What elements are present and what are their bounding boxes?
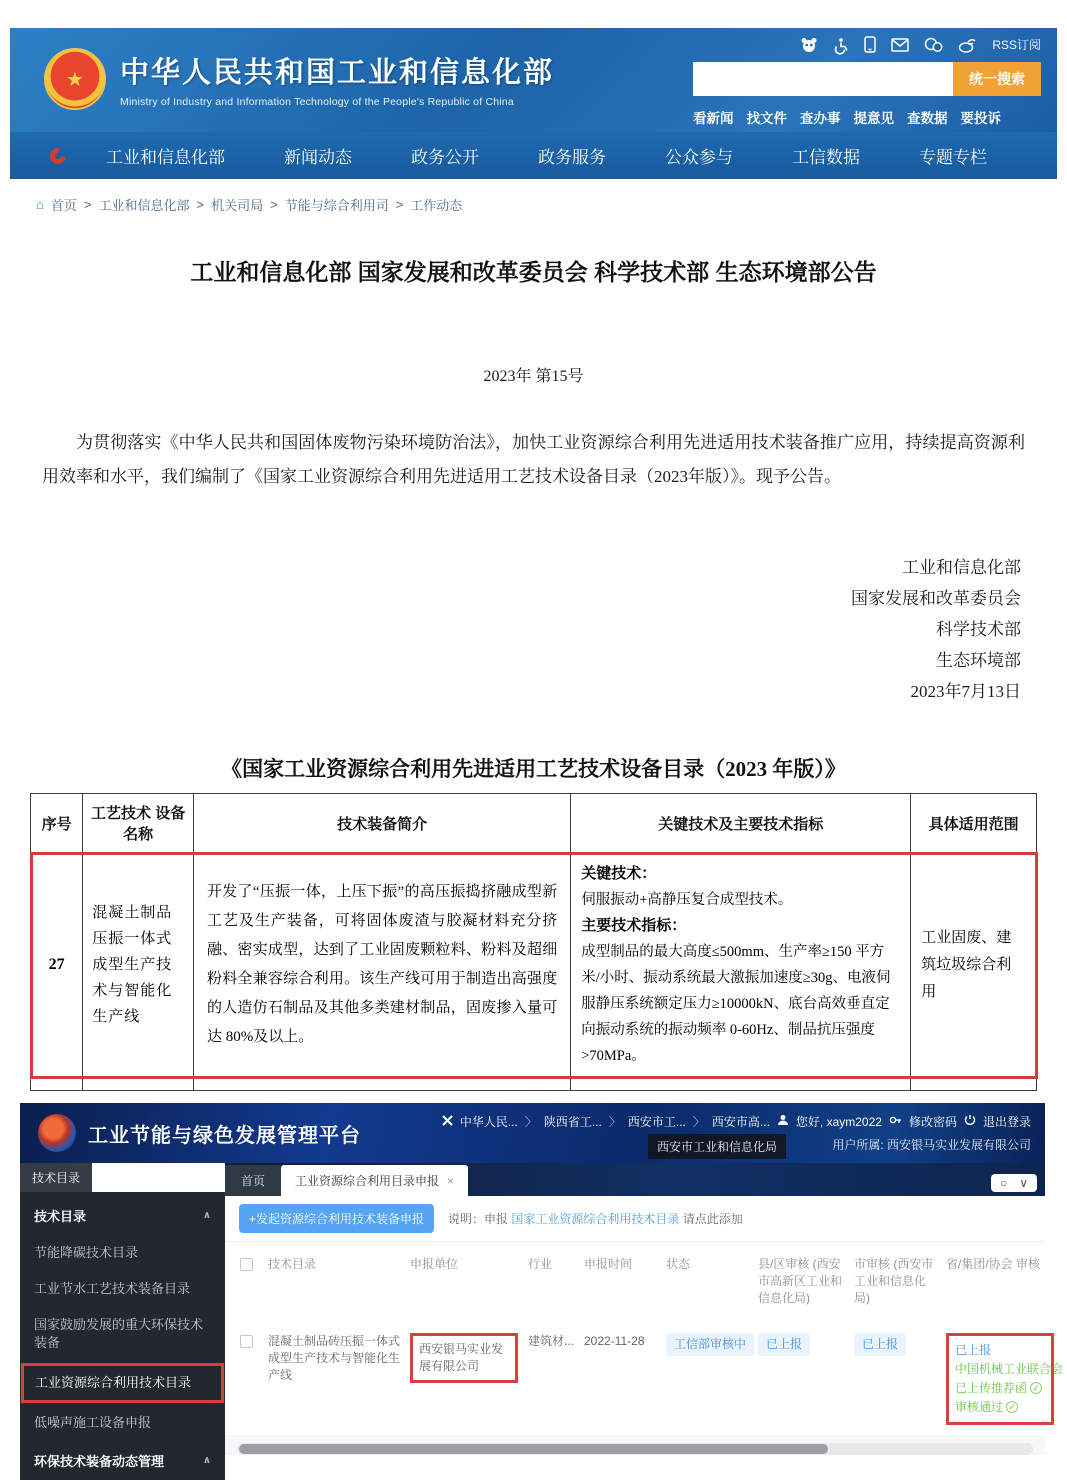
check-circle-icon: ✓ [1030,1382,1042,1394]
quick-link-news[interactable]: 看新闻 [693,111,734,126]
col-header-keytech: 关键技术及主要技术指标 [571,794,911,853]
rss-label[interactable]: RSS订阅 [992,38,1041,52]
key-icon [889,1114,902,1129]
cell-province-review-highlighted [946,1333,1064,1425]
col-header-scope: 具体适用范围 [911,794,1037,853]
sidebar-item-water-saving[interactable]: 工业节水工艺技术装备目录 [34,1281,191,1296]
cell-declaring-unit-highlighted: 西安银马实业发展有限公司 [410,1333,518,1383]
toolbar [225,1196,1045,1242]
user-icon [777,1114,789,1129]
logout-link[interactable]: 退出登录 [982,1115,1031,1129]
tab-options-control[interactable] [991,1174,1037,1192]
signer: 科学技术部 [936,620,1021,639]
accessibility-icon[interactable] [833,37,849,53]
province-letter-uploaded: 已上传推荐函 ✓ [955,1379,1045,1398]
th-tech-catalog: 技术目录 [268,1257,317,1272]
key-tech-text: 伺服振动+高静压复合成型技术。 [581,892,793,908]
signer: 国家发展和改革委员会 [851,589,1021,608]
sidebar-group-tech-catalog[interactable]: 技术目录 ∧ [34,1209,211,1224]
mobile-icon[interactable] [864,36,876,53]
sign-language-icon[interactable] [800,37,818,53]
header-search-area [693,62,1041,127]
breadcrumb [36,195,1067,214]
platform-main [225,1163,1064,1455]
platform-crumb-nation[interactable]: 中华人民... [459,1115,518,1129]
declaration-table-header [225,1242,1045,1319]
platform-screenshot [20,1103,1064,1469]
nav-item-public[interactable]: 公众参与 [665,148,733,167]
tab-home[interactable]: 首页 [225,1165,281,1196]
weibo-icon[interactable] [958,37,977,53]
user-greeting: 您好, xaym2022 [795,1115,882,1129]
start-declaration-button[interactable]: +发起资源综合利用技术装备申报 [239,1204,434,1233]
key-tech-label: 关键技术： [581,866,657,882]
signer: 生态环境部 [936,651,1021,670]
sidebar-item-resource-utilization-active[interactable]: 工业资源综合利用技术目录 [21,1363,224,1403]
breadcrumb-sep: > [196,197,205,212]
close-icon[interactable]: × [447,1173,455,1188]
province-approved: 审核通过 ✓ [955,1398,1045,1417]
quick-link-files[interactable]: 找文件 [746,111,787,126]
sidebar-collapse-tab[interactable]: 技术目录 [20,1163,92,1192]
breadcrumb-item-bureaus[interactable]: 机关司局 [211,198,264,213]
chevron-down-icon[interactable]: ∨ [1019,1176,1028,1191]
quick-link-suggest[interactable]: 提意见 [853,111,894,126]
mail-icon[interactable] [891,38,909,52]
miit-header-top [10,28,1057,132]
announcement-issue-number: 2023年 第15号 [483,368,584,385]
row-scope: 工业固废、建筑垃圾综合利用 [911,853,1037,1078]
home-icon[interactable]: ⌂ [36,197,44,212]
site-title: 中华人民共和国工业和信息化部 [120,57,555,89]
platform-crumb-province[interactable]: 陕西省工... [543,1115,602,1129]
platform-topbar [442,1113,1031,1130]
select-all-checkbox[interactable] [240,1258,253,1271]
col-header-name: 工艺技术 设备名称 [83,794,194,853]
star-icon: ★ [66,68,84,91]
platform-crumb-sep: 〉 [608,1115,621,1129]
wechat-icon[interactable] [924,37,943,53]
status-badge: 工信部审核中 [666,1333,754,1356]
miit-brand [44,48,554,110]
th-status: 状态 [666,1257,691,1272]
declaration-table-row[interactable] [225,1319,1064,1435]
th-declare-time: 申报时间 [584,1257,633,1272]
horizontal-scrollbar[interactable] [237,1443,1033,1455]
nav-item-news[interactable]: 新闻动态 [284,148,352,167]
breadcrumb-item-dept[interactable]: 节能与综合利用司 [284,198,389,213]
cell-tech-name: 混凝土制品砖压振一体式成型生产技术与智能化生产线 [268,1334,401,1383]
breadcrumb-sep: > [270,197,278,212]
catalog-row-27-highlighted [31,853,1037,1078]
announcement-signers [0,552,1021,707]
user-organization: 用户所属: 西安银马实业发展有限公司 [832,1138,1031,1152]
catalog-next-row-partial [31,1078,1037,1091]
search-button[interactable]: 统一搜索 [953,62,1041,96]
th-city-review: 市审核 (西安市工业和信息化局) [854,1257,934,1306]
miit-header [10,28,1057,179]
platform-crumb-sep: 〉 [524,1115,537,1129]
power-icon [964,1114,976,1129]
toolbar-note: 说明：申报 国家工业资源综合利用技术目录 请点此添加 [448,1212,743,1227]
nav-item-gov-open[interactable]: 政务公开 [411,148,479,167]
sidebar-group-env-management[interactable]: 环保技术装备动态管理 ∧ [34,1454,211,1469]
nav-item-miit[interactable]: 工业和信息化部 [106,148,225,167]
th-declaring-unit: 申报单位 [410,1257,459,1272]
breadcrumb-item-work[interactable]: 工作动态 [410,198,463,213]
catalog-table [30,793,1037,1091]
province-reported: 已上报 [955,1343,992,1358]
province-association: 中国机械工业联合会 [955,1362,1064,1377]
nav-item-gov-service[interactable]: 政务服务 [538,148,606,167]
th-county-review: 县/区审核 (西安市高新区工业和信息化局) [758,1257,843,1306]
indicators-text: 成型制品的最大高度≤500mm、生产率≥150 平方米/小时、振动系统最大激振加速度≥30g、电液伺服静压系统额定压力≥10000kN、底台高效垂直定向振动系统的振动频率 0-60Hz、制品抗压强度>70MPa。 [581,944,891,1064]
page [0,28,1067,1469]
miit-nav-logo-icon [47,144,69,166]
refresh-circle-icon[interactable]: ○ [999,1176,1008,1191]
platform-header [20,1103,1045,1163]
city-review-badge: 已上报 [854,1333,906,1356]
announcement-date: 2023年7月13日 [910,682,1021,701]
cell-declare-time: 2022-11-28 [584,1334,645,1349]
announcement-document [0,254,1067,707]
indicators-label: 主要技术指标： [581,918,687,934]
tab-resource-declaration-active[interactable]: 工业资源综合利用目录申报 × [281,1165,468,1196]
scrollbar-thumb[interactable] [239,1444,828,1454]
site-subtitle: Ministry of Industry and Information Technology of the People's Republic of China [120,96,514,108]
sidebar-item-env-equipment[interactable]: 国家鼓励发展的重大环保技术装备 [34,1317,204,1350]
col-header-intro: 技术装备简介 [193,794,570,853]
row-checkbox[interactable] [240,1335,253,1348]
catalog-section [0,753,1067,1091]
announcement-title: 工业和信息化部 国家发展和改革委员会 科学技术部 生态环境部公告 [190,259,877,285]
bureau-tooltip: 西安市工业和信息化局 [648,1134,786,1159]
col-header-no: 序号 [31,794,83,853]
platform-crumb-sep: 〉 [692,1115,705,1129]
sidebar-item-energy-saving[interactable]: 节能降碳技术目录 [34,1245,139,1260]
breadcrumb-item-miit[interactable]: 工业和信息化部 [98,198,190,213]
declaration-table [225,1242,1064,1435]
catalog-link[interactable]: 国家工业资源综合利用技术目录 [511,1212,680,1227]
row-key-tech [571,853,911,1078]
signer: 工业和信息化部 [902,558,1021,577]
cell-industry: 建筑材... [528,1334,575,1349]
breadcrumb-home[interactable]: 首页 [50,198,77,213]
main-nav [10,132,1057,179]
platform-crumb-district[interactable]: 西安市高... [711,1115,770,1129]
quick-links [693,107,1041,127]
announcement-body: 为贯彻落实《中华人民共和国固体废物污染环境防治法》，加快工业资源综合利用先进适用技术装备推广应用，持续提高资源利用效率和水平，我们编制了《国家工业资源综合利用先进适用工艺技术设备目录（2023年版）》。现予公告。 [42,433,1025,486]
change-password-link[interactable]: 修改密码 [908,1115,957,1129]
county-review-badge: 已上报 [758,1333,810,1356]
row-no: 27 [31,853,83,1078]
row-tech-name: 混凝土制品压振一体式成型生产技术与智能化生产线 [83,853,194,1078]
tab-strip [225,1163,1045,1196]
check-circle-icon: ✓ [1006,1401,1018,1413]
header-utility-icons [800,36,1041,53]
quick-link-complaint[interactable]: 要投诉 [960,111,1001,126]
platform-title: 工业节能与绿色发展管理平台 [88,1124,361,1147]
platform-sidebar [20,1163,225,1469]
search-input[interactable] [693,62,953,96]
expand-cross-icon[interactable] [442,1115,453,1129]
chevron-up-icon: ∧ [202,1210,211,1221]
catalog-title: 《国家工业资源综合利用先进适用工艺技术设备目录（2023 年版）》 [221,757,846,781]
th-industry: 行业 [528,1257,553,1272]
breadcrumb-sep: > [83,197,92,212]
row-intro: 开发了“压振一体，上压下振”的高压振捣挤融成型新工艺及生产装备，可将固体废渣与胶凝材料充分挤融、密实成型，达到了工业固废颗粒料、粉料及超细粉料全兼容综合利用。该生产线可用于制造出高强度的人造仿石制品及其他多类建材制品，固废掺入量可达 80%及以上。 [193,853,570,1078]
th-province-review: 省/集团/协会 审核 [946,1257,1041,1272]
platform-logo-icon [38,1114,76,1152]
chevron-up-icon: ∧ [202,1455,211,1466]
nav-item-data[interactable]: 工信数据 [792,148,860,167]
breadcrumb-sep: > [395,197,404,212]
sidebar-item-low-noise[interactable]: 低噪声施工设备申报 [34,1415,152,1430]
national-emblem [44,48,106,110]
nav-item-topics[interactable]: 专题专栏 [919,148,987,167]
quick-link-data[interactable]: 查数据 [907,111,948,126]
platform-crumb-city[interactable]: 西安市工... [627,1115,686,1129]
quick-link-affairs[interactable]: 查办事 [800,111,841,126]
catalog-header-row [31,794,1037,853]
